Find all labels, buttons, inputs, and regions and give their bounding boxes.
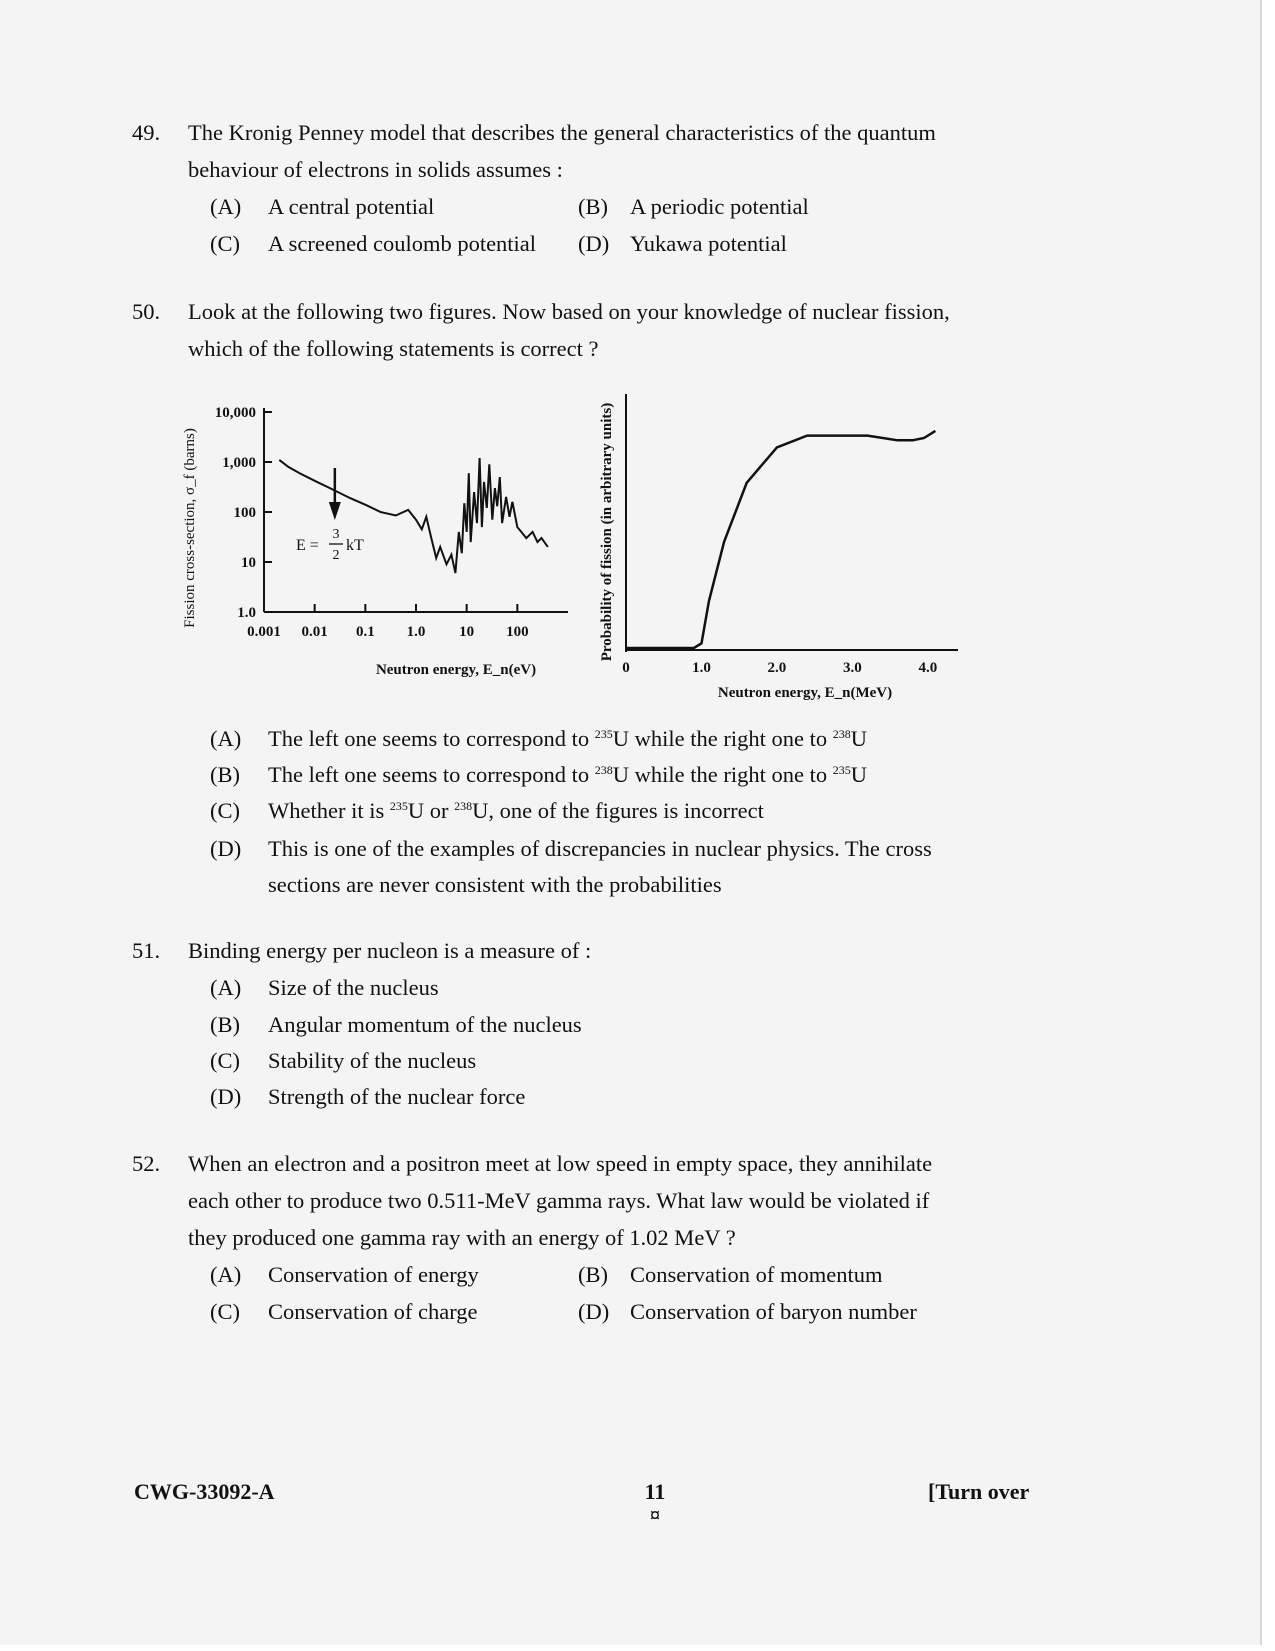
option-label: (D) <box>578 1299 610 1324</box>
question-50-options <box>132 720 1012 910</box>
option-a <box>210 969 439 1006</box>
series-line <box>626 431 935 648</box>
series-line <box>279 458 548 573</box>
option-text: U <box>850 762 867 787</box>
question-text-line-3: they produced one gamma ray with an energy of 1.02 MeV ? <box>188 1225 736 1250</box>
y-tick-label: 10,000 <box>214 405 256 421</box>
annotation-prefix: E = <box>296 537 319 554</box>
option-text: The left one seems to correspond to <box>268 762 595 787</box>
option-text: U <box>850 726 867 751</box>
isotope-mass: 238 <box>832 727 851 741</box>
option-d <box>578 225 787 262</box>
isotope-mass: 235 <box>832 763 851 777</box>
question-text-line-1: Binding energy per nucleon is a measure of : <box>188 938 592 963</box>
question-52 <box>132 1145 1012 1335</box>
question-50 <box>132 293 1012 373</box>
question-text-line-2: each other to produce two 0.511-MeV gamma rays. What law would be violated if <box>188 1188 930 1213</box>
option-d-continuation: sections are never consistent with the probabilities <box>268 872 722 897</box>
option-text: Conservation of baryon number <box>630 1299 917 1324</box>
option-label: (C) <box>210 1299 240 1324</box>
y-tick-label: 1.0 <box>237 605 256 621</box>
option-text: A screened coulomb potential <box>268 231 537 256</box>
option-label: (B) <box>210 762 240 787</box>
y-tick-label: 10 <box>241 555 256 571</box>
option-label: (B) <box>210 1012 240 1037</box>
question-number: 49. <box>132 120 161 145</box>
option-c <box>210 225 536 262</box>
annotation-denominator: 2 <box>332 548 340 563</box>
option-b <box>578 1256 882 1293</box>
isotope-mass: 238 <box>454 799 473 813</box>
x-tick-label: 10 <box>459 624 475 640</box>
option-text: The left one seems to correspond to <box>268 726 595 751</box>
fission-cross-section-chart <box>180 398 600 688</box>
isotope-mass: 238 <box>594 763 613 777</box>
x-tick-label: 1.0 <box>406 624 426 640</box>
question-text-line-1: When an electron and a positron meet at low speed in empty space, they annihilate <box>188 1151 933 1176</box>
option-text: Strength of the nuclear force <box>268 1084 526 1109</box>
page-number: 11 <box>644 1479 666 1504</box>
x-tick-label: 2.0 <box>767 660 787 676</box>
option-text: Yukawa potential <box>630 231 787 256</box>
option-text: A periodic potential <box>630 194 809 219</box>
x-axis-label: Neutron energy, E_n(eV) <box>375 662 537 678</box>
isotope-mass: 235 <box>389 799 408 813</box>
x-tick-label: 100 <box>506 624 529 640</box>
option-c <box>210 1042 476 1079</box>
option-label: (A) <box>210 1262 242 1287</box>
option-text: This is one of the examples of discrepancies in nuclear physics. The cross <box>268 836 932 861</box>
fission-probability-chart <box>594 382 994 712</box>
option-b <box>210 1006 582 1043</box>
option-label: (A) <box>210 726 242 751</box>
option-text: U while the right one to <box>612 762 833 787</box>
x-tick-label: 0.1 <box>355 624 375 640</box>
option-label: (D) <box>210 836 242 861</box>
x-axis-label: Neutron energy, E_n(MeV) <box>717 685 893 701</box>
option-text: Conservation of momentum <box>630 1262 883 1287</box>
option-b <box>210 756 867 793</box>
annotation-arrow-head <box>329 502 341 520</box>
x-tick-label: 1.0 <box>692 660 711 676</box>
option-label: (B) <box>578 1262 608 1287</box>
page-mark: ¤ <box>650 1505 660 1527</box>
option-label: (D) <box>578 231 610 256</box>
question-number: 51. <box>132 938 161 963</box>
y-tick-label: 100 <box>233 505 256 521</box>
x-tick-label: 0 <box>622 660 630 676</box>
option-d <box>210 830 932 867</box>
option-d <box>210 1078 525 1115</box>
question-text-line-1: The Kronig Penney model that describes the general characteristics of the quantum <box>188 120 936 145</box>
option-label: (C) <box>210 798 240 823</box>
x-tick-label: 4.0 <box>918 660 938 676</box>
question-number: 50. <box>132 299 161 324</box>
x-tick-label: 0.01 <box>301 624 328 640</box>
question-text-line-2: which of the following statements is correct ? <box>188 336 599 361</box>
option-label: (C) <box>210 1048 240 1073</box>
x-tick-label: 0.001 <box>247 624 281 640</box>
option-a <box>210 720 867 757</box>
option-text: U or <box>407 798 455 823</box>
turn-over-note: [Turn over <box>928 1479 1030 1504</box>
isotope-mass: 235 <box>594 727 613 741</box>
question-51 <box>132 932 1012 1122</box>
annotation-suffix: kT <box>346 537 364 554</box>
y-axis-label: Fission cross-section, σ_f (barns) <box>182 428 198 628</box>
y-axis-label: Probability of fission (in arbitrary units) <box>599 402 615 662</box>
option-a <box>210 1256 479 1293</box>
question-number: 52. <box>132 1151 161 1176</box>
option-a <box>210 188 434 225</box>
question-text-line-2: behaviour of electrons in solids assumes : <box>188 157 563 182</box>
option-text: Size of the nucleus <box>268 975 439 1000</box>
option-text: U, one of the figures is incorrect <box>472 798 764 823</box>
option-label: (D) <box>210 1084 242 1109</box>
option-text: Whether it is <box>268 798 390 823</box>
option-text: Conservation of charge <box>268 1299 478 1324</box>
option-text: A central potential <box>268 194 435 219</box>
option-text: Conservation of energy <box>268 1262 479 1287</box>
option-c <box>210 792 764 829</box>
question-49 <box>132 114 1012 264</box>
option-text: Angular momentum of the nucleus <box>268 1012 582 1037</box>
y-tick-label: 1,000 <box>222 455 256 471</box>
question-text-line-1: Look at the following two figures. Now based on your knowledge of nuclear fission, <box>188 299 950 324</box>
x-tick-label: 3.0 <box>842 660 862 676</box>
option-b <box>578 188 809 225</box>
annotation-numerator: 3 <box>332 527 340 542</box>
option-label: (C) <box>210 231 240 256</box>
paper-code: CWG-33092-A <box>134 1479 275 1504</box>
option-d <box>578 1293 917 1330</box>
option-label: (A) <box>210 975 242 1000</box>
option-label: (A) <box>210 194 242 219</box>
option-text: U while the right one to <box>612 726 833 751</box>
option-text: Stability of the nucleus <box>268 1048 477 1073</box>
option-c <box>210 1293 478 1330</box>
option-label: (B) <box>578 194 608 219</box>
